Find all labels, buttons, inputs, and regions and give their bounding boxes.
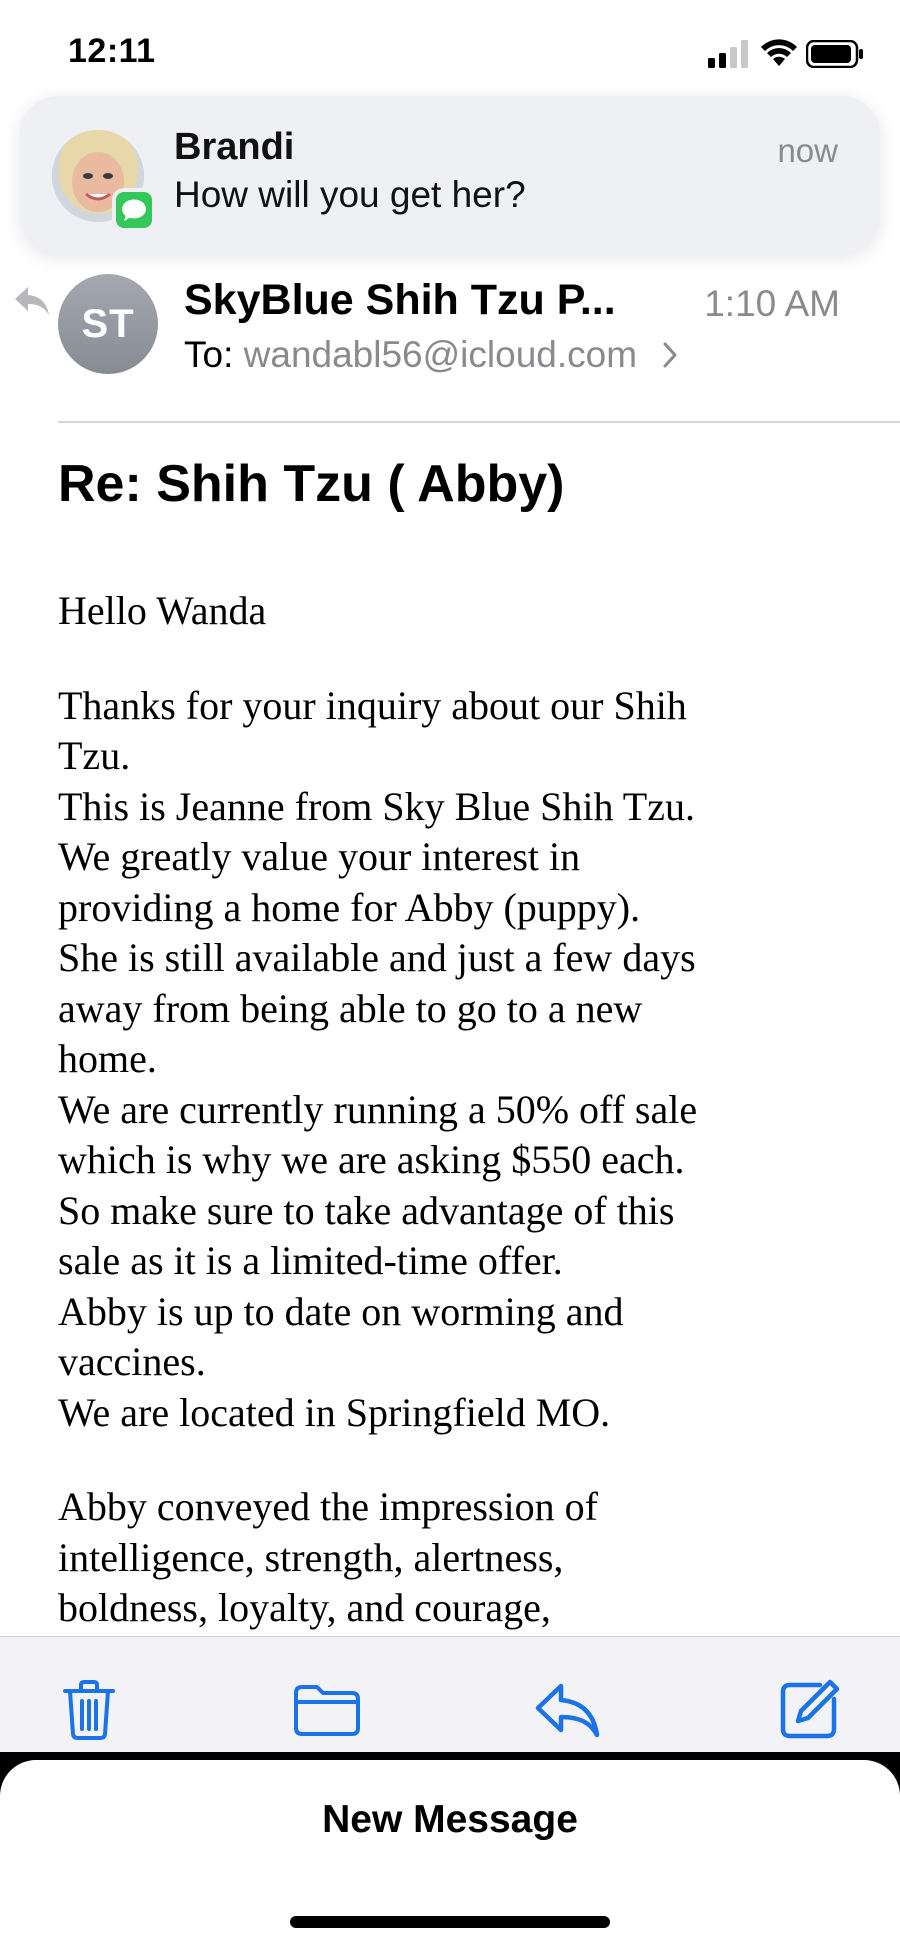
body-line: sale as it is a limited-time offer. (58, 1238, 563, 1283)
sender-name[interactable]: SkyBlue Shih Tzu P... (184, 276, 616, 324)
battery-icon (806, 40, 864, 68)
recipient-row[interactable] (184, 334, 679, 376)
new-message-sheet[interactable] (0, 1760, 900, 1949)
body-line: We are currently running a 50% off sale (58, 1086, 698, 1132)
replied-indicator-icon (12, 284, 52, 318)
messages-icon (112, 188, 156, 232)
recipient-address[interactable]: wandabl56@icloud.com (243, 334, 638, 375)
move-to-folder-button[interactable] (292, 1675, 362, 1745)
mail-toolbar (0, 1636, 900, 1756)
mail-time: 1:10 AM (704, 283, 840, 324)
body-line: Abby conveyed the impression of (58, 1484, 598, 1529)
body-line: boldness, loyalty, and courage, (58, 1585, 551, 1630)
trash-icon (61, 1679, 117, 1741)
body-line: We are located in Springfield MO. (58, 1389, 611, 1435)
body-line: Tzu. (58, 733, 131, 778)
home-indicator[interactable] (290, 1916, 610, 1928)
paragraph-gap (58, 1438, 858, 1482)
status-time: 12:11 (68, 32, 156, 70)
new-message-title: New Message (322, 1798, 578, 1841)
notification-time: now (777, 132, 838, 169)
body-line: away from being able to go to a new (58, 985, 643, 1031)
body-line: home. (58, 1036, 157, 1081)
message-notification-banner[interactable] (20, 96, 880, 254)
reply-button[interactable] (532, 1675, 602, 1745)
body-line: intelligence, strength, alertness, (58, 1534, 564, 1580)
to-label: To: (184, 334, 234, 375)
notification-sender: Brandi (174, 126, 295, 168)
body-line: vaccines. (58, 1339, 206, 1384)
compose-icon (778, 1679, 840, 1741)
status-bar (0, 0, 900, 100)
body-line: Abby is up to date on worming and (58, 1288, 624, 1334)
body-line: So make sure to take advantage of this (58, 1187, 675, 1233)
sender-avatar[interactable]: ST (58, 274, 158, 374)
body-line: We greatly value your interest in (58, 834, 581, 879)
header-divider (58, 421, 900, 423)
cellular-signal-icon (708, 40, 750, 68)
trash-button[interactable] (54, 1675, 124, 1745)
notification-message: How will you get her? (174, 174, 526, 215)
body-line: This is Jeanne from Sky Blue Shih Tzu. (58, 783, 695, 829)
mail-subject: Re: Shih Tzu ( Abby) (58, 455, 565, 513)
folder-icon (293, 1683, 361, 1737)
body-line: Thanks for your inquiry about our Shih (58, 682, 687, 728)
reply-icon (534, 1682, 600, 1738)
compose-button[interactable] (774, 1675, 844, 1745)
mail-body (58, 586, 858, 1634)
wifi-icon (760, 36, 798, 68)
body-line: She is still available and just a few days (58, 935, 696, 980)
body-greeting: Hello Wanda (58, 588, 267, 633)
chevron-right-icon (661, 341, 679, 369)
body-line: which is why we are asking $550 each. (58, 1137, 685, 1182)
body-line: providing a home for Abby (puppy). (58, 884, 641, 930)
paragraph-gap (58, 637, 858, 681)
